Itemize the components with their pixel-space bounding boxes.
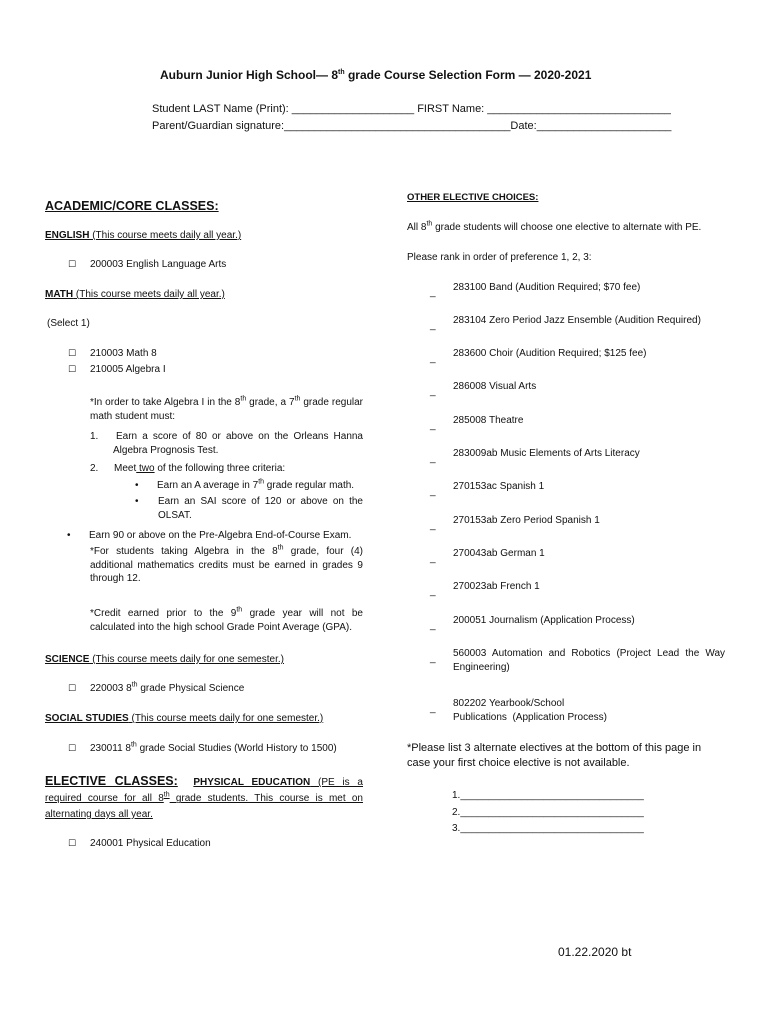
bullet-icon: • bbox=[135, 480, 139, 491]
science-option[interactable]: ☐ 220003 8th grade Physical Science bbox=[68, 681, 245, 694]
checkbox-icon[interactable]: ☐ bbox=[68, 365, 77, 375]
rank-blank[interactable]: _ bbox=[430, 287, 436, 298]
rank-blank[interactable]: _ bbox=[430, 453, 436, 464]
social-studies-label: SOCIAL STUDIES bbox=[45, 713, 129, 724]
english-note: (This course meets daily all year.) bbox=[89, 230, 242, 241]
social-studies-option[interactable]: ☐ 230011 8th grade Social Studies (World History to 1500) bbox=[68, 741, 337, 754]
pe-option-label: 240001 Physical Education bbox=[90, 838, 211, 849]
rank-blank[interactable]: _ bbox=[430, 703, 436, 714]
form-title bbox=[160, 67, 591, 83]
rank-blank[interactable]: _ bbox=[430, 486, 436, 497]
science-label: SCIENCE bbox=[45, 654, 90, 665]
academic-heading: ACADEMIC/CORE CLASSES: bbox=[45, 199, 219, 213]
math-label: MATH bbox=[45, 289, 74, 300]
alternate-line-3[interactable]: 3._________________________________ bbox=[452, 823, 644, 834]
checkbox-icon[interactable]: ☐ bbox=[68, 349, 77, 359]
rank-blank[interactable]: _ bbox=[430, 386, 436, 397]
elective-classes-block: ELECTIVE CLASSES: PHYSICAL EDUCATION (PE is a required course for all 8th grade students. This course is met on alternating days all year. bbox=[45, 774, 363, 820]
math-option-1[interactable] bbox=[68, 347, 157, 361]
rank-blank[interactable]: _ bbox=[430, 353, 436, 364]
rank-instructions: Please rank in order of preference 1, 2, 3: bbox=[407, 252, 592, 263]
rank-blank[interactable]: _ bbox=[430, 520, 436, 531]
pe-option[interactable] bbox=[68, 837, 211, 851]
algebra-requirement-1: 1. bbox=[90, 431, 99, 442]
algebra-requirement-1-text: Earn a score of 80 or above on the Orleans Hanna Algebra Prognosis Test. bbox=[113, 431, 363, 456]
algebra-requirement-2: 2. Meet two of the following three criteria: bbox=[90, 463, 286, 474]
math-select-note: (Select 1) bbox=[47, 318, 90, 329]
bullet-icon: • bbox=[67, 530, 71, 541]
title-pre: Auburn Junior High School— 8 bbox=[160, 68, 338, 82]
criterion-3: • Earn 90 or above on the Pre-Algebra End-of-Course Exam. bbox=[67, 530, 352, 541]
science-heading bbox=[45, 653, 284, 667]
math-option-2-label: 210005 Algebra I bbox=[90, 364, 166, 375]
other-electives-intro: All 8th grade students will choose one elective to alternate with PE. bbox=[407, 220, 702, 233]
checkbox-icon[interactable]: ☐ bbox=[68, 839, 77, 849]
social-studies-note: (This course meets daily for one semester.) bbox=[128, 713, 324, 724]
english-option-label: 200003 English Language Arts bbox=[90, 259, 227, 270]
rank-blank[interactable]: _ bbox=[430, 653, 436, 664]
pe-label: PHYSICAL EDUCATION bbox=[193, 777, 311, 788]
algebra-requirement-intro: *In order to take Algebra I in the 8th grade, a 7th grade regular math student must: bbox=[90, 395, 364, 422]
checkbox-icon[interactable]: ☐ bbox=[68, 260, 77, 270]
rank-blank[interactable]: _ bbox=[430, 586, 436, 597]
gpa-note: *Credit earned prior to the 9th grade year will not be calculated into the high school Grade Point Average (GPA). bbox=[90, 606, 363, 633]
math-heading bbox=[45, 288, 225, 302]
english-label: ENGLISH bbox=[45, 230, 90, 241]
english-option[interactable] bbox=[68, 258, 226, 272]
checkbox-icon[interactable]: ☐ bbox=[68, 744, 77, 754]
elective-heading: ELECTIVE CLASSES: bbox=[45, 774, 178, 788]
checkbox-icon[interactable]: ☐ bbox=[68, 684, 77, 694]
title-sup: th bbox=[338, 69, 345, 76]
math-option-1-label: 210003 Math 8 bbox=[90, 348, 157, 359]
criterion-1: • Earn an A average in 7th grade regular math. bbox=[135, 478, 355, 491]
rank-blank[interactable]: _ bbox=[430, 420, 436, 431]
other-electives-heading: OTHER ELECTIVE CHOICES: bbox=[407, 192, 539, 203]
guardian-signature-line[interactable]: Parent/Guardian signature:_____________________________________Date:______________________ bbox=[152, 120, 672, 132]
social-studies-heading bbox=[45, 712, 323, 726]
alternate-line-1[interactable]: 1._________________________________ bbox=[452, 790, 644, 801]
alternate-electives-note: *Please list 3 alternate electives at the bottom of this page in case your first choice elective is not available. bbox=[407, 742, 702, 769]
rank-blank[interactable]: _ bbox=[430, 320, 436, 331]
student-name-line[interactable]: Student LAST Name (Print): ____________________ FIRST Name: ______________________________ bbox=[152, 103, 671, 115]
alternate-line-2[interactable]: 2._________________________________ bbox=[452, 807, 644, 818]
criterion-2-bullet: • bbox=[135, 496, 139, 507]
title-post: grade Course Selection Form — 2020-2021 bbox=[344, 68, 592, 82]
rank-blank[interactable]: _ bbox=[430, 553, 436, 564]
rank-blank[interactable]: _ bbox=[430, 620, 436, 631]
science-note: (This course meets daily for one semester.) bbox=[89, 654, 284, 665]
math-note: (This course meets daily all year.) bbox=[73, 289, 225, 300]
english-heading bbox=[45, 229, 241, 243]
math-option-2[interactable] bbox=[68, 363, 166, 377]
footer-code: 01.22.2020 bt bbox=[558, 945, 632, 959]
algebra-credits-note: *For students taking Algebra in the 8th grade, four (4) additional mathematics credits must be earned in grades 9 through 12. bbox=[90, 544, 363, 584]
criterion-2: Earn an SAI score of 120 or above on the OLSAT. bbox=[158, 496, 363, 521]
